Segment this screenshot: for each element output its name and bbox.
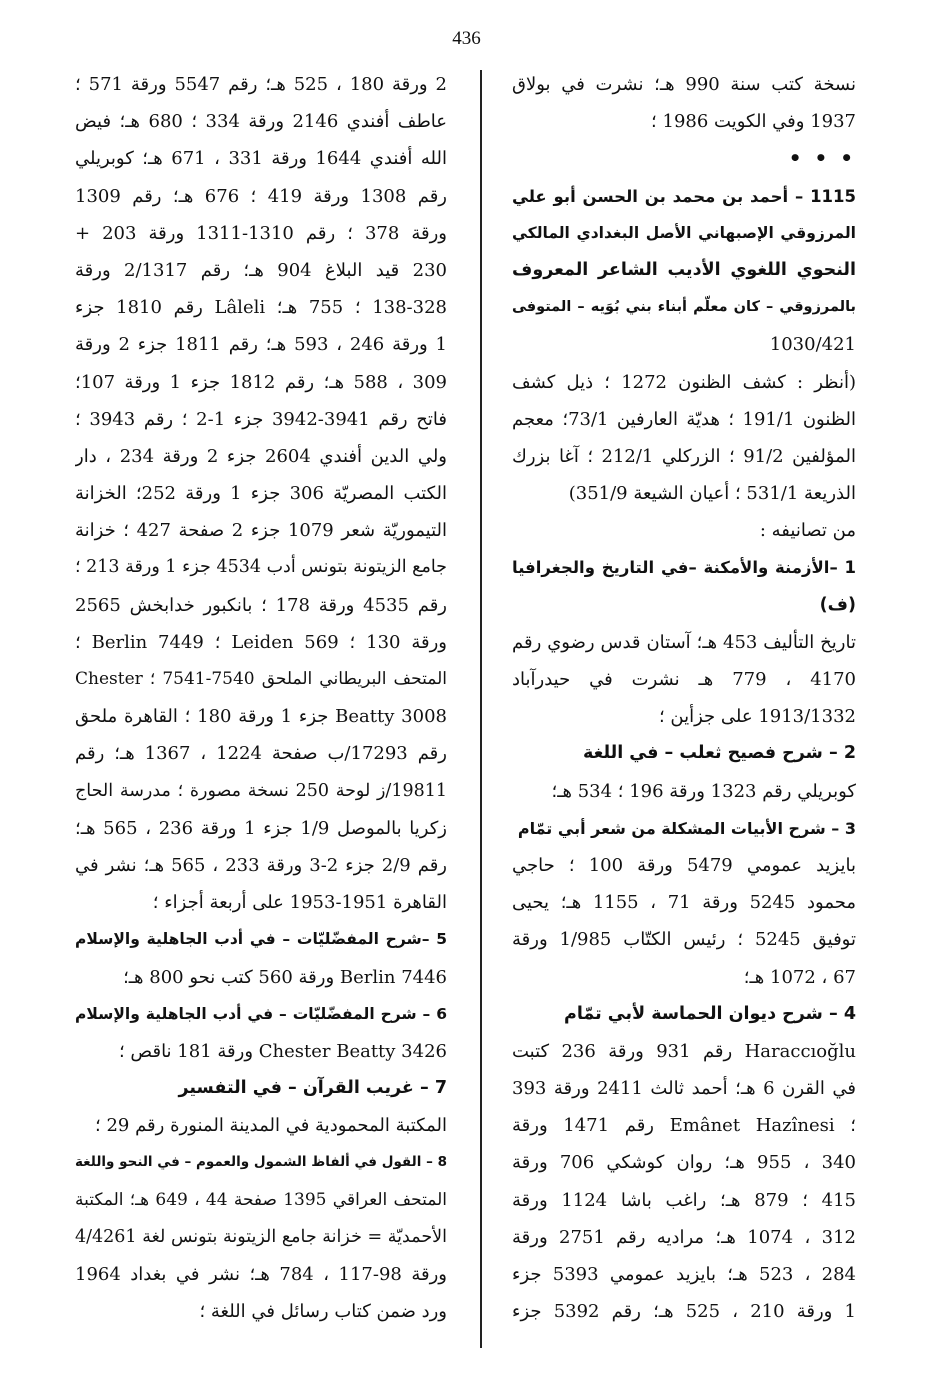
- right-column-line: 1937 وفي الكويت 1986 ؛: [651, 111, 856, 133]
- left-column-line: Berlin 7446 ورقة 560 كتب نحو 800 هـ؛: [123, 966, 447, 988]
- right-column-line: في القرن 6 هـ؛ أحمد ثالث 2411 ورقة 393: [512, 1078, 856, 1100]
- left-column-line: فاتح رقم 3941-3942 جزء 1-2 ؛ رقم 3943 ؛: [75, 408, 447, 430]
- left-column-line: رقم 1308 ورقة 419 ؛ 676 هـ؛ رقم 1309: [75, 185, 447, 207]
- left-column-line: القاهرة 1951-1953 على أربعة أجزاء ؛: [152, 892, 447, 914]
- right-column-line: المرزوقي الإصبهاني الأصل البغدادي المالكي: [512, 223, 856, 242]
- left-column-line: 19811/ز لوحة 250 نسخة مصورة ؛ مدرسة الحاج: [75, 780, 447, 801]
- right-column-line: الذريعة 531/1 ؛ أعيان الشيعة 351/9): [568, 483, 856, 505]
- right-column: [512, 66, 856, 1330]
- right-column-line: Haraccıoğlu رقم 931 ورقة 236 كتبت: [512, 1040, 856, 1062]
- left-column-line: 138-328 ؛ 755 هـ؛ Lâleli رقم 1810 جزء: [75, 297, 447, 319]
- left-column-line: المتحف البريطاني الملحق 7540-7541 ؛ Chester: [75, 669, 447, 689]
- left-column-line: رقم 4535 ورقة 178 ؛ بانكبور خدابخش 2565: [75, 594, 447, 616]
- right-column-line: 1 –الأزمنة والأمكنة –في التاريخ والجغرافيا: [512, 558, 856, 578]
- left-column-line: الأحمديّة = خزانة جامع الزيتونة بتونس لغة 4/4261: [75, 1226, 447, 1247]
- right-column-line: ؛ Emânet Hazînesi رقم 1471 ورقة: [512, 1115, 856, 1137]
- right-column-line: بالمرزوقي – كان معلّم أبناء بني بُوَيه – المتوفى: [512, 299, 856, 316]
- right-column-line: (ف): [819, 594, 856, 615]
- left-column-line: 1 ورقة 246 ، 593 هـ؛ رقم 1811 جزء 2 ورقة: [75, 334, 447, 356]
- right-column-line: 284 ، 523 هـ؛ بايزيد عمومي 5393 جزء: [512, 1264, 856, 1285]
- right-column-line: 4170 ، 779 هـ نشرت في حيدرآباد: [512, 669, 856, 690]
- left-column: [75, 66, 447, 1330]
- left-column-line: المكتبة المحمودية في المدينة المنورة رقم 29 ؛: [95, 1115, 447, 1137]
- page-number: 436: [452, 28, 481, 49]
- left-column-line: 230 قيد البلاغ 904 هـ؛ رقم 2/1317 ورقة: [75, 259, 447, 281]
- left-column-line: ورقة 98-117 ، 784 هـ؛ نشر في بغداد 1964: [75, 1264, 447, 1285]
- left-column-line: 5 –شرح المفضّليّات – في أدب الجاهلية والإسلام: [75, 930, 447, 949]
- left-column-line: عاطف أفندي 2146 ورقة 334 ؛ 680 هـ؛ فيض: [75, 111, 447, 133]
- right-column-line: 3 – شرح الأبيات المشكلة من شعر أبي تمّام: [517, 818, 856, 838]
- left-column-line: ورد ضمن كتاب رسائل في اللغة ؛: [199, 1301, 447, 1323]
- left-column-line: 2 ورقة 180 ، 525 هـ؛ رقم 5547 ورقة 571 ؛: [75, 74, 447, 95]
- left-column-line: رقم 17293/ب صفحة 1224 ، 1367 هـ؛ رقم: [75, 743, 447, 765]
- right-column-line: المؤلفين 91/2 ؛ الزركلي 212/1 ؛ آغا بزرك: [512, 445, 856, 467]
- right-column-line: توفيق 5245 ؛ رئيس الكتّاب 1/985 ورقة: [512, 929, 856, 951]
- right-column-line: نسخة كتب سنة 990 هـ؛ نشرت في بولاق: [512, 74, 856, 95]
- right-column-line: 1115 – أحمد بن محمد بن الحسن أبو علي: [512, 186, 856, 206]
- left-column-line: ولي الدين أفندي 2604 جزء 2 ورقة 234 ، دار: [75, 445, 447, 467]
- left-column-line: Beatty 3008 جزء 1 ورقة 180 ؛ القاهرة ملحق: [75, 706, 447, 728]
- left-column-line: زكريا بالموصل 1/9 جزء 1 ورقة 236 ، 565 هـ؛: [75, 817, 447, 839]
- right-column-line: 1 ورقة 210 ، 525 هـ؛ رقم 5392 جزء: [512, 1301, 856, 1323]
- column-divider: [480, 70, 482, 1348]
- right-column-line: 415 ؛ 879 هـ؛ راغب باشا 1124 ورقة: [512, 1189, 856, 1211]
- right-column-line: 1913/1332 على جزأين ؛: [658, 706, 856, 728]
- right-column-line: 67 ، 1072 هـ؛: [743, 966, 856, 988]
- left-column-line: 7 – غريب القرآن – في التفسير: [178, 1078, 447, 1099]
- right-column-line: 340 ، 955 هـ؛ روان كوشكي 706 ورقة: [512, 1152, 856, 1174]
- right-column-line: 1030/421: [769, 334, 856, 356]
- right-column-line: تاريخ التأليف 453 هـ؛ آستان قدس رضوي رقم: [512, 631, 856, 653]
- left-column-line: ورقة 378 ؛ رقم 1310-1311 ورقة 203 +: [75, 222, 447, 244]
- left-column-line: التيموريّة شعر 1079 جزء 2 صفحة 427 ؛ خزانة: [75, 520, 447, 542]
- right-column-line: كوبريلي رقم 1323 ورقة 196 ؛ 534 هـ؛: [551, 780, 856, 802]
- left-column-line: رقم 2/9 جزء 2-3 ورقة 233 ، 565 هـ؛ نشر في: [75, 854, 447, 876]
- right-column-line: الظنون 191/1 ؛ هديّة العارفين 73/1؛ معجم: [512, 408, 856, 430]
- right-column-line: النحوي اللغوي الأديب الشاعر المعروف: [512, 259, 856, 280]
- right-column-line: 2 – شرح فصيح ثعلب – في اللغة: [583, 743, 856, 764]
- right-column-line: 4 – شرح ديوان الحماسة لأبي تمّام: [564, 1003, 856, 1024]
- left-column-line: Chester Beatty 3426 ورقة 181 ناقص ؛: [118, 1040, 447, 1062]
- left-column-line: ورقة 130 ؛ Leiden 569 ؛ Berlin 7449 ؛: [75, 631, 447, 653]
- right-column-line: • • •: [788, 146, 856, 171]
- right-column-line: 312 ، 1074 هـ؛ مراديه رقم 2751 ورقة: [512, 1226, 856, 1248]
- right-column-line: من تصانيفه :: [759, 520, 856, 542]
- left-column-line: جامع الزيتونة بتونس أدب 4534 جزء 1 ورقة 213 ؛: [75, 557, 447, 578]
- left-column-line: الله أفندي 1644 ورقة 331 ، 671 هـ؛ كوبريلي: [75, 148, 447, 170]
- left-column-line: 6 – شرح المفضّليّات – في أدب الجاهلية والإسلام: [75, 1004, 447, 1023]
- right-column-line: محمود 5245 ورقة 71 ، 1155 هـ؛ يحيى: [512, 892, 856, 914]
- right-column-line: (أنظر : كشف الظنون 1272 ؛ ذيل كشف: [512, 371, 856, 393]
- left-column-line: 309 ، 588 هـ؛ رقم 1812 جزء 1 ورقة 107؛: [75, 371, 447, 393]
- left-column-line: الكتب المصريّة 306 جزء 1 ورقة 252؛ الخزانة: [75, 483, 447, 505]
- right-column-line: بايزيد عمومي 5479 ورقة 100 ؛ حاجي: [512, 854, 856, 876]
- left-column-line: 8 – القول في ألفاظ الشمول والعموم – في النحو واللغة: [75, 1154, 447, 1171]
- left-column-line: المتحف العراقي 1395 صفحة 44 ، 649 هـ؛ المكتبة: [75, 1189, 447, 1210]
